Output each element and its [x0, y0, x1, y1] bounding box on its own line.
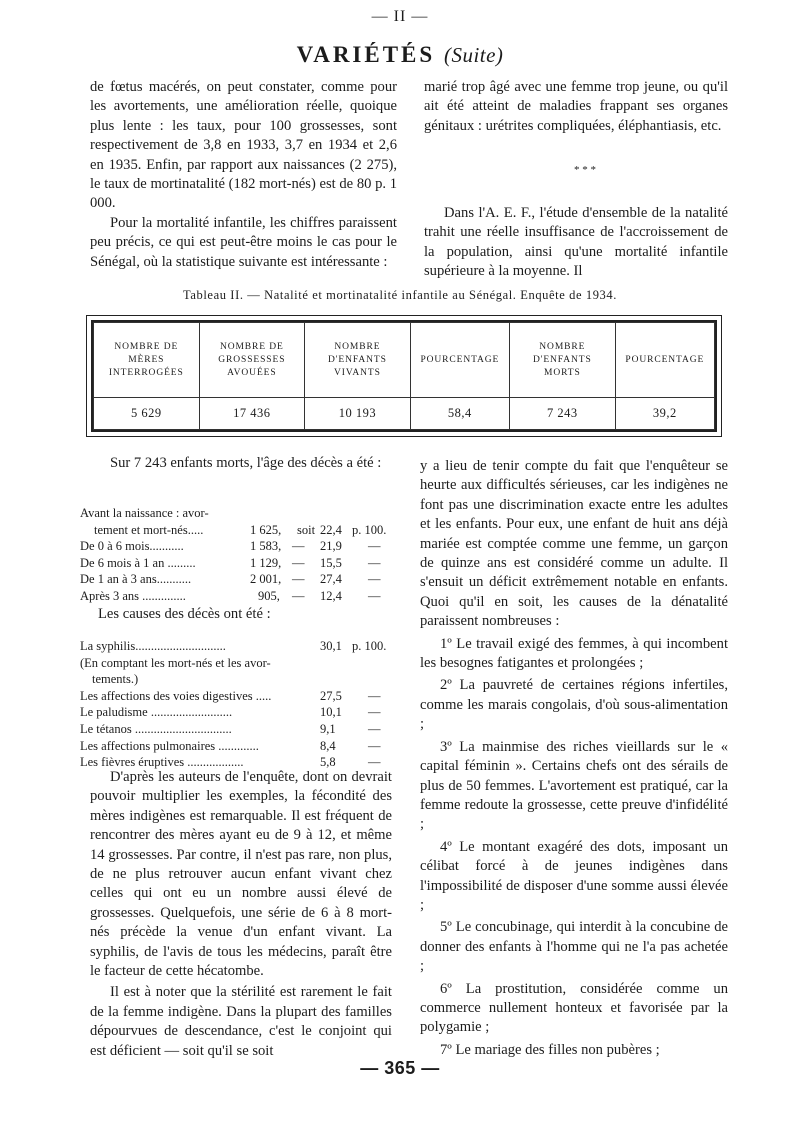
paragraph-enquete: D'après les auteurs de l'enquête, dont on devrait pouvoir multiplier les exemples, la fécondité des mères indigènes est remarquable. Il est fréquent de rencontrer des mères ayant eu de 9 à 12, et même 14 grossesses. Par contre, il n'est pas rare, non plus, de ne plus retrouver aucun enfant vivant chez celles qui ont eu un nombre aussi élevé de grossesses. Quelquefois, une série de 6 à 8 mort-nés précède la venue d'un enfant vivant. La syphilis, de l'avis de tous les médecins, paraît être le facteur de cette hécatombe. — [90, 769, 392, 980]
list-item-percent: 8,4 — [320, 738, 336, 753]
list-item — [80, 505, 400, 522]
paragraph-mortalite-infantile: Pour la mortalité infantile, les chiffres paraissent peu précis, ce qui est peut-être moins le cas pour le Sénégal, où la statistique suivante est intéressante : — [90, 214, 397, 270]
list-item — [80, 655, 400, 672]
table-inner-frame — [91, 320, 717, 432]
list-item-percent: 22,4 — [320, 522, 342, 537]
table-header-row — [94, 323, 715, 398]
lower-left-column — [90, 454, 392, 473]
running-page-number: — II — — [371, 8, 429, 25]
list-item-soit: — — [292, 572, 305, 587]
list-item-percent: 30,1 — [320, 639, 342, 653]
table-caption: Tableau II. — Natalité et mortinatalité infantile au Sénégal. Enquête de 1934. — [183, 288, 617, 302]
paragraph-age-deces: Sur 7 243 enfants morts, l'âge des décès a été : — [110, 455, 382, 471]
list-item-soit: soit — [297, 522, 316, 537]
list-item-label: tements.) — [92, 672, 139, 687]
list-item-cause-6: 6º La prostitution, considérée comme un commerce nullement honteux et favorisée par la polygamie ; — [420, 980, 728, 1036]
list-item-unit: p. 100. — [352, 522, 387, 537]
list-item-cause-5: 5º Le concubinage, qui interdit à la concubine de donner des enfants à l'homme qui ne l'a pas achetée ; — [420, 919, 728, 975]
separator-stars: * * * — [574, 164, 596, 176]
list-item-cause-4: 4º Le montant exagéré des dots, imposant un célibat forcé à de jeunes indigènes dans l'impossibilité de disposer d'une somme aussi élevée ; — [420, 838, 728, 913]
list-item-percent: 21,9 — [320, 539, 342, 554]
table-cell: 58,4 — [410, 398, 509, 430]
list-item-label: Le tétanos ............................... — [80, 721, 232, 736]
list-item-label: Avant la naissance : avor- — [80, 506, 209, 520]
table-header-cell: NOMBRE D'ENFANTS MORTS — [510, 323, 616, 398]
list-item-label: Les fièvres éruptives .................. — [80, 755, 244, 770]
list-item-unit: p. 100. — [352, 639, 387, 653]
list-item — [80, 538, 400, 555]
table-header-cell: NOMBRE DE GROSSESSES AVOUÉES — [199, 323, 305, 398]
list-item-cause-2: 2º La pauvreté de certaines régions infertiles, comme les marais congolais, d'où sous-alimentation ; — [420, 677, 728, 733]
list-item-percent: 15,5 — [320, 555, 342, 570]
causes-heading-wrap — [80, 605, 400, 624]
upper-left-column — [90, 78, 397, 272]
list-item-percent: 27,5 — [320, 688, 342, 703]
list-item-label: Les affections pulmonaires ............. — [80, 738, 259, 753]
list-item-count: 905, — [258, 588, 280, 603]
table-header-cell: POURCENTAGE — [615, 323, 714, 398]
list-item-unit: — — [368, 738, 381, 753]
upper-right-column — [424, 78, 728, 136]
ages-list — [80, 505, 400, 605]
list-item — [80, 704, 400, 721]
list-item-label: De 0 à 6 mois........... — [80, 539, 184, 554]
list-item-label: Le paludisme .......................... — [80, 705, 233, 720]
list-item-unit: — — [368, 588, 381, 603]
list-item-unit: — — [368, 688, 381, 703]
list-item-soit: — — [292, 539, 305, 554]
list-item-unit: — — [368, 721, 381, 736]
table-header-cell: NOMBRE DE MÈRES INTERROGÉES — [94, 323, 200, 398]
list-item-percent: 9,1 — [320, 721, 336, 736]
list-item-percent: 10,1 — [320, 705, 342, 720]
list-item-percent: 12,4 — [320, 588, 342, 603]
list-item-count: 2 001, — [250, 572, 282, 587]
section-title-suite: (Suite) — [443, 43, 504, 67]
table-cell: 17 436 — [199, 398, 305, 430]
upper-right-column-aef — [424, 204, 728, 282]
list-item-percent: 5,8 — [320, 755, 336, 770]
causes-list — [80, 638, 400, 771]
table-row — [94, 398, 715, 430]
list-item — [80, 688, 400, 705]
list-item — [80, 522, 400, 539]
list-item-label: Les affections des voies digestives ..... — [80, 688, 272, 703]
list-item-count: 1 583, — [250, 539, 282, 554]
footer-page-number: — 365 — — [360, 1058, 440, 1078]
paragraph-aef: Dans l'A. E. F., l'étude d'ensemble de la natalité trahit une réelle insuffisance de l'accroissement de la population, ainsi qu'une mortalité infantile supérieure à la moyenne. Il — [424, 205, 728, 280]
list-item-unit: — — [368, 572, 381, 587]
list-item — [80, 555, 400, 572]
causes-heading: Les causes des décès ont été : — [98, 606, 271, 622]
paragraph-foetus: de fœtus macérés, on peut constater, comme pour les avortements, une amélioration réelle, quoique plus lente : les taux, pour 100 grossesses, sont respectivement de 3,8 en 1933, 3,7 en 1934 et 2,6 en 1935. Enfin, par rapport aux naissances (2 275), le taux de mortinatalité (182 mort-nés) est de 80 p. 1 000. — [90, 79, 397, 212]
table-cell: 39,2 — [615, 398, 714, 430]
table-header-cell: POURCENTAGE — [410, 323, 509, 398]
list-item-cause-3: 3º La mainmise des riches vieillards sur le « capital féminin ». Certains chefs ont des sérails de plus de 50 femmes. L'avortement est pratiqué, car la femme redoute la grossesse, cette preuve d'infidélité ; — [420, 738, 728, 833]
natality-table — [93, 322, 715, 430]
list-item-label: De 1 an à 3 ans........... — [80, 572, 192, 587]
list-item-cause-1: 1º Le travail exigé des femmes, à qui incombent les besognes fatigantes et prolongées ; — [420, 635, 728, 672]
section-title — [0, 42, 800, 68]
list-item-label: La syphilis............................. — [80, 639, 226, 653]
list-item — [80, 721, 400, 738]
paragraph-marie-trop-age: marié trop âgé avec une femme trop jeune, ou qu'il ait été atteint de maladies frappant ses organes génitaux : urétrites compliquées, éléphantiasis, etc. — [424, 79, 728, 134]
list-item-soit: — — [292, 588, 305, 603]
list-item-unit: — — [368, 755, 381, 770]
list-item-label: (En comptant les mort-nés et les avor- — [80, 655, 271, 670]
table-frame — [86, 315, 722, 437]
list-item-count: 1 625, — [250, 522, 282, 537]
list-item-soit: — — [292, 555, 305, 570]
table-header-cell: NOMBRE D'ENFANTS VIVANTS — [305, 323, 411, 398]
list-item — [80, 738, 400, 755]
list-item-label: Après 3 ans .............. — [80, 588, 186, 603]
list-item — [80, 571, 400, 588]
list-item-label: tement et mort-nés..... — [94, 522, 204, 537]
list-item-cause-7: 7º Le mariage des filles non pubères ; — [440, 1041, 660, 1058]
list-item-unit: — — [368, 705, 381, 720]
paragraph-enqueteur: y a lieu de tenir compte du fait que l'enquêteur se heurte aux difficultés sérieuses, car les indigènes ne font pas une discrimination exacte entre les adultes et les enfants. Pour eux, une enfant de huit ans déjà mariée est comptée comme une femme, un garçon de quinze ans est considéré comme un adulte. Il s'ensuit un déficit extrêmement notable en enfants. Quoi qu'il en soit, les causes de la dénatalité paraissent nombreuses : — [420, 458, 728, 630]
list-item — [80, 671, 400, 688]
lower-left-text — [90, 768, 392, 1061]
list-item — [80, 638, 400, 655]
list-item — [80, 588, 400, 605]
list-item-percent: 27,4 — [320, 572, 342, 587]
lower-right-column — [420, 457, 728, 1060]
list-item-count: 1 129, — [250, 555, 282, 570]
list-item-unit: — — [368, 555, 381, 570]
section-title-main: VARIÉTÉS — [296, 42, 436, 67]
list-item-label: De 6 mois à 1 an ......... — [80, 555, 196, 570]
table-cell: 10 193 — [305, 398, 411, 430]
list-item-unit: — — [368, 539, 381, 554]
table-cell: 7 243 — [510, 398, 616, 430]
table-cell: 5 629 — [94, 398, 200, 430]
paragraph-sterilite: Il est à noter que la stérilité est rarement le fait de la femme indigène. Dans la plupart des familles dépourvues de descendance, c'est le conjoint qui est déficient — soit qu'il se soit — [90, 984, 392, 1059]
